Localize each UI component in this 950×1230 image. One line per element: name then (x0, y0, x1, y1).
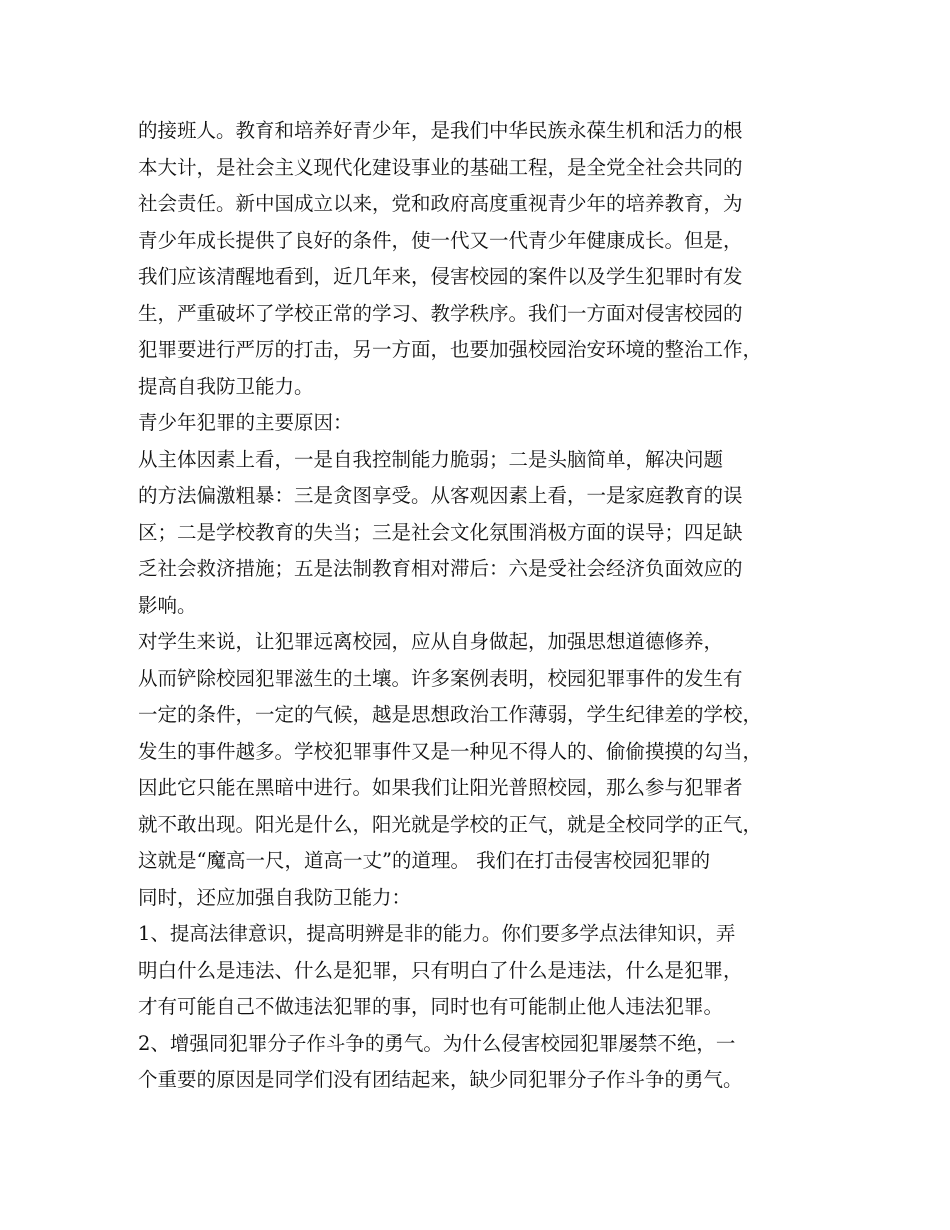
list-item: 2、增强同犯罪分子作斗争的勇气。为什么侵害校园犯罪屡禁不绝，一 (138, 1031, 736, 1055)
text-line: 这就是“魔高一尺，道高一丈”的道理。 我们在打击侵害校园犯罪的 (138, 849, 711, 872)
text-line: 区；二是学校教育的失当；三是社会文化氛围消极方面的误导；四足缺 (138, 520, 743, 544)
text-line: 提高自我防卫能力。 (138, 374, 314, 398)
text-line: 本大计，是社会主义现代化建设事业的基础工程，是全党全社会共同的 (138, 155, 743, 179)
text-line: 才有可能自己不做违法犯罪的事，同时也有可能制止他人违法犯罪。 (138, 995, 724, 1018)
text-line: 社会责任。新中国成立以来，党和政府高度重视青少年的培养教育，为 (138, 192, 743, 215)
text-line: 一定的条件，一定的气候，越是思想政治工作薄弱，学生纪律差的学校， (138, 703, 763, 726)
text-line: 青少年成长提供了良好的条件，使一代又一代青少年健康成长。但是， (138, 228, 743, 252)
text-line: 从主体因素上看，一是自我控制能力脆弱；二是头脑简单，解决问题 (138, 447, 724, 471)
text-line: 因此它只能在黑暗中进行。如果我们让阳光普照校园，那么参与犯罪者 (138, 776, 743, 799)
text-line: 就不敢出现。阳光是什么，阳光就是学校的正气，就是全校同学的正气， (138, 812, 763, 836)
body-text (138, 113, 838, 1099)
section-heading: 青少年犯罪的主要原因： (138, 411, 353, 434)
text-line: 同时，还应加强自我防卫能力： (138, 885, 412, 909)
text-line: 个重要的原因是同学们没有团结起来，缺少同犯罪分子作斗争的勇气。 (138, 1068, 743, 1091)
text-line: 发生的事件越多。学校犯罪事件又是一种见不得人的、偷偷摸摸的勾当， (138, 739, 763, 763)
text-line: 的接班人。教育和培养好青少年，是我们中华民族永葆生机和活力的根 (138, 119, 743, 142)
text-line: 生，严重破坏了学校正常的学习、教学秩序。我们一方面对侵害校园的 (138, 301, 743, 325)
text-line: 犯罪要进行严厉的打击，另一方面，也要加强校园治安环境的整治工作， (138, 338, 763, 361)
text-line: 我们应该清醒地看到，近几年来，侵害校园的案件以及学生犯罪时有发 (138, 265, 743, 288)
list-item: 1、提高法律意识，提高明辨是非的能力。你们要多学点法律知识，弄 (138, 922, 736, 945)
text-line: 明白什么是违法、什么是犯罪，只有明白了什么是违法，什么是犯罪， (138, 958, 743, 982)
text-line: 乏社会救济措施；五是法制教育相对滞后：六是受社会经济负面效应的 (138, 557, 743, 580)
text-line: 对学生来说，让犯罪远离校园，应从自身做起，加强思想道德修养， (138, 630, 724, 653)
text-line: 影响。 (138, 593, 197, 617)
text-line: 的方法偏激粗暴：三是贪图享受。从客观因素上看，一是家庭教育的误 (138, 484, 743, 507)
text-line: 从而铲除校园犯罪滋生的土壤。许多案例表明，校园犯罪事件的发生有 (138, 666, 743, 690)
